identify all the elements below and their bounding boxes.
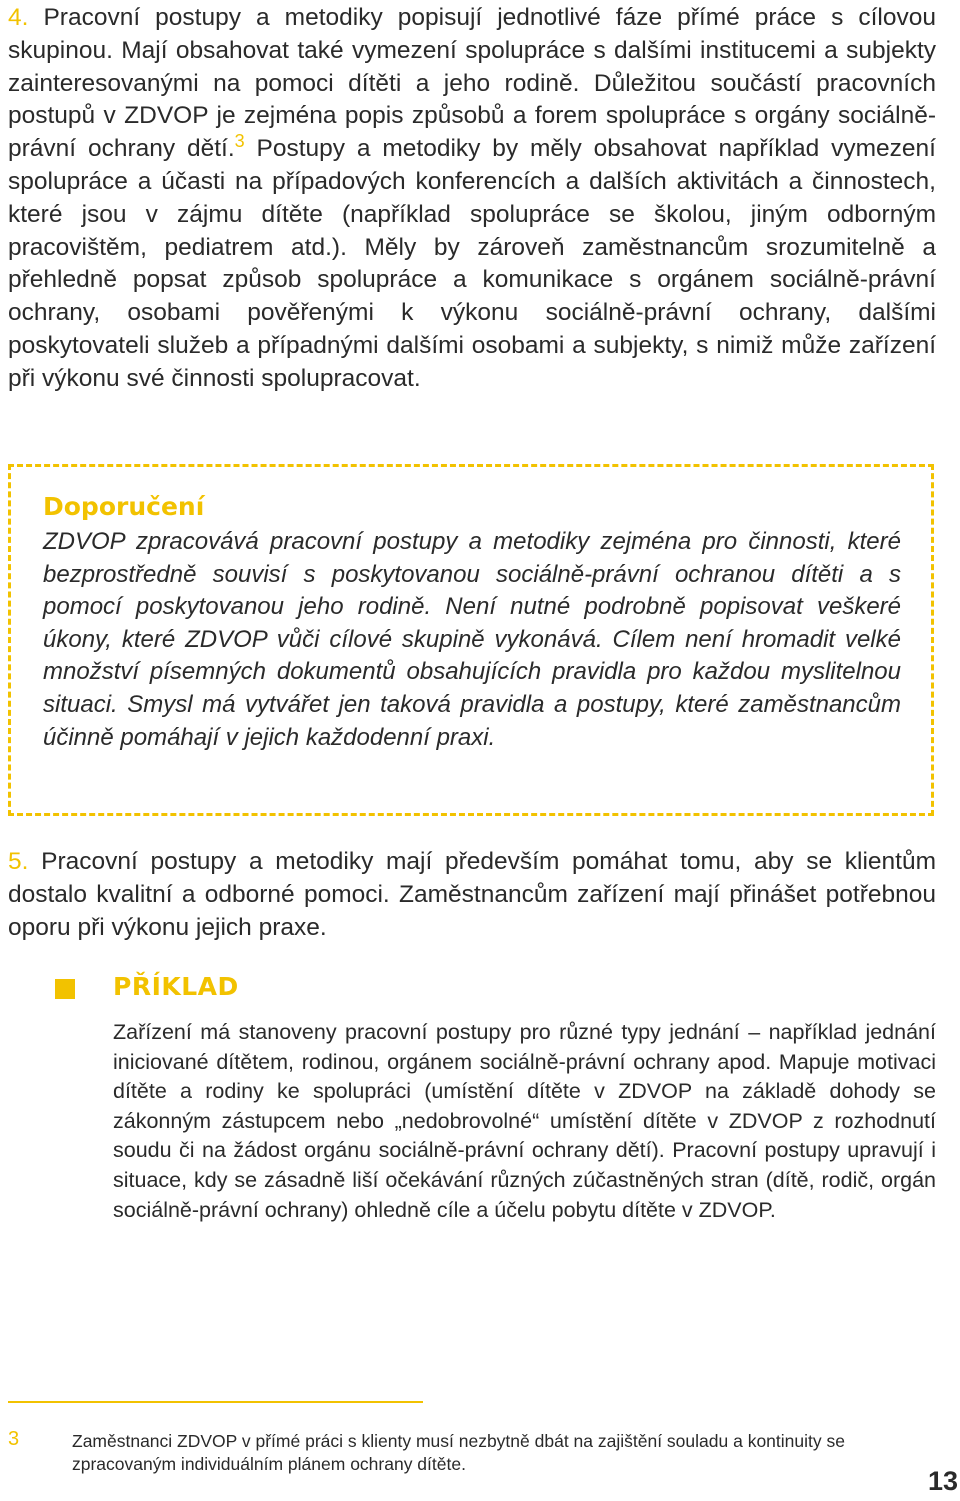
recommendation-text: ZDVOP zpracovává pracovní postupy a metodiky zejména pro činnosti, které bezprostředně souvisí s poskytovanou sociálně-právní ochranou dítěti a s pomocí poskytovanou jeho rodině. Není nutné podrobně popisovat veškeré úkony, které ZDVOP vůči cílové skupině vykonává. Cílem není hromadit velké množství písemných dokumentů obsahujících pravidla pro každou myslitelnou situaci. Smysl má vytvářet jen taková pravidla a postupy, které zaměstnancům účinně pomáhají v jejich každodenní praxi. (43, 528, 901, 751)
footnote-number: 3 (8, 1428, 20, 1450)
footnote-divider (8, 1401, 423, 1403)
footnote-ref-3[interactable]: 3 (234, 131, 245, 152)
paragraph-4-text-b: Postupy a metodiky by měly obsahovat například vymezení spolupráce a účasti na případových konferencích a dalších aktivitách a činnostech, které jsou v zájmu dítěte (například spolupráce se školou, jiným odborným pracovištěm, pediatrem atd.). Měly by zároveň zaměstnancům srozumitelně a přehledně popsat způsob spolupráce a komunikace s orgánem sociálně-právní ochrany, osobami pověřenými k výkonu sociálně-právní ochrany, dalšími poskytovateli služeb a případnými dalšími osobami a subjekty, s nimiž může zařízení při výkonu své činnosti spolupracovat. (8, 135, 936, 392)
paragraph-5-number: 5. (8, 848, 29, 875)
paragraph-5 (8, 846, 936, 944)
paragraph-4 (8, 2, 936, 396)
footnote-text: Zaměstnanci ZDVOP v přímé práci s klienty musí nezbytně dbát na zajištění souladu a kontinuity se zpracovaným individuálním plánem ochrany dítěte. (72, 1431, 845, 1474)
example-square-icon (55, 979, 75, 999)
paragraph-5-text: Pracovní postupy a metodiky mají především pomáhat tomu, aby se klientům dostalo kvalitní a odborné pomoci. Zaměstnancům zařízení mají přinášet potřebnou oporu při výkonu jejich praxe. (8, 848, 936, 941)
paragraph-4-number: 4. (8, 4, 29, 31)
example-text: Zařízení má stanoveny pracovní postupy pro různé typy jednání – například jednání iniciované dítětem, rodinou, orgánem sociálně-právní ochrany apod. Mapuje motivaci dítěte a rodiny ke spolupráci (umístění dítěte v ZDVOP na základě dohody se zákonným zástupcem nebo „nedobrovolné“ umístění dítěte v ZDVOP z rozhodnutí soudu či na žádost orgánu sociálně-právní ochrany dětí). Pracovní postupy upravují i situace, kdy se zásadně liší očekávání různých zúčastněných stran (dítě, rodič, orgán sociálně-právní ochrany) ohledně cíle a účelu pobytu dítěte v ZDVOP. (113, 1020, 936, 1222)
example-title: PŘÍKLAD (113, 972, 239, 1001)
page-number: 13 (928, 1466, 959, 1496)
paragraph-4-text-a: Pracovní postupy a metodiky popisují jednotlivé fáze přímé práce s cílovou skupinou. Mají obsahovat také vymezení spolupráce s dalšími institucemi a subjekty zainteresovanými na pomoci dítěti a jeho rodině. Důležitou součástí pracovních postupů v ZDVOP je zejména popis způsobů a forem spolupráce s orgány sociálně-právní ochrany dětí. (8, 4, 936, 163)
recommendation-title: Doporučení (43, 492, 205, 521)
